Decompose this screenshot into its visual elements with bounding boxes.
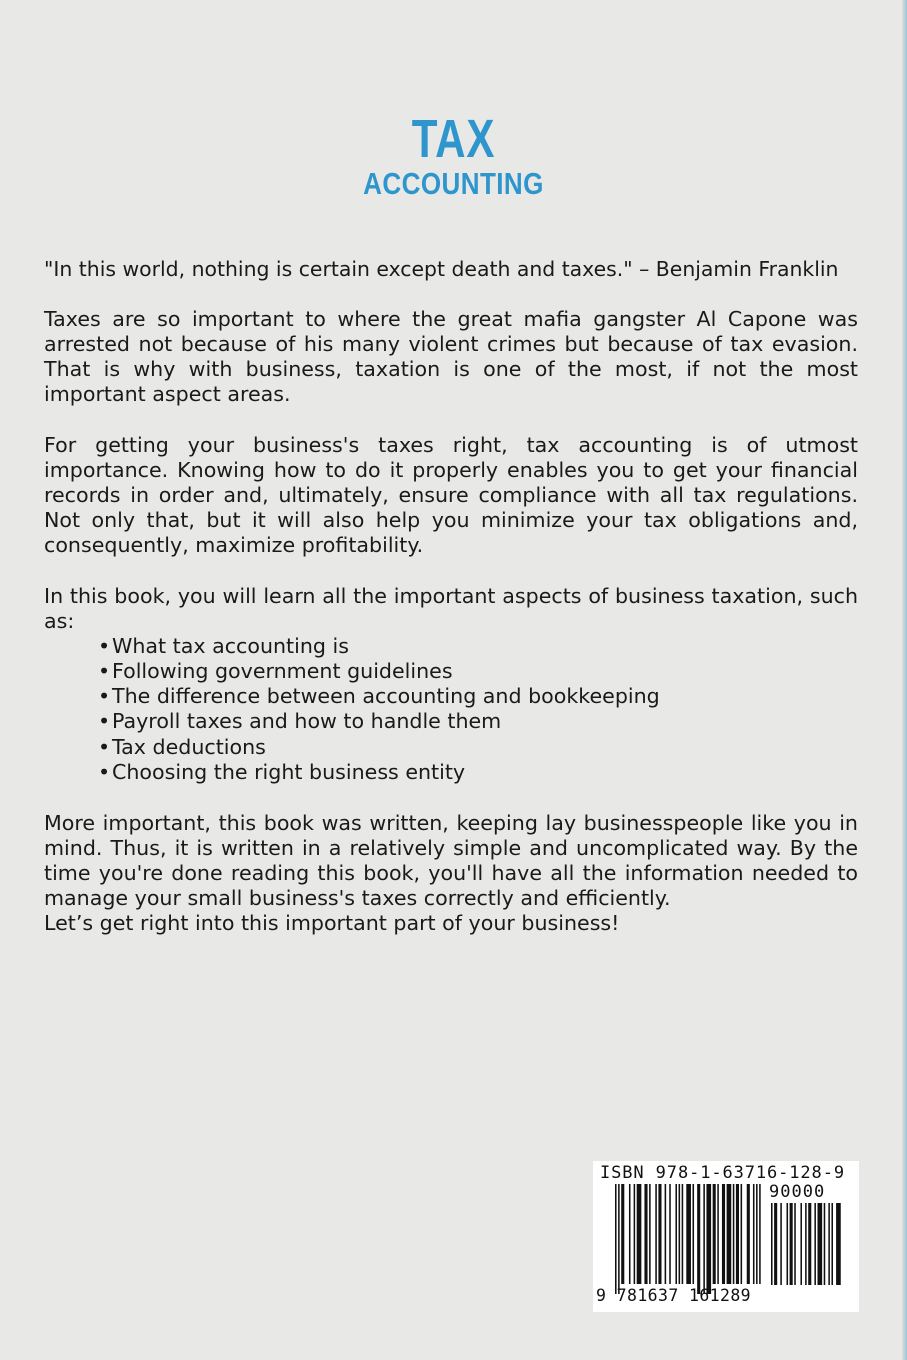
barcode-bar: [733, 1184, 735, 1284]
book-title: [0, 109, 907, 201]
barcode-bar: [771, 1203, 773, 1285]
barcode-bar: [818, 1203, 823, 1285]
barcode-bar: [621, 1184, 624, 1284]
title-sub: ACCOUNTING: [363, 166, 544, 201]
barcode-bar: [727, 1184, 732, 1284]
topics-intro: In this book, you will learn all the important aspects of business taxation, such as:: [44, 584, 858, 634]
barcode-bar: [828, 1203, 830, 1285]
barcode-bar: [759, 1184, 761, 1284]
cover-edge-strip: [902, 0, 907, 1360]
barcode-bar: [655, 1184, 657, 1284]
barcode-bar: [717, 1184, 719, 1284]
barcode-bar: [693, 1184, 695, 1284]
list-item: •Payroll taxes and how to handle them: [98, 709, 502, 734]
barcode-bar: [747, 1184, 750, 1284]
price-code: 90000: [769, 1182, 826, 1202]
barcode-bar: [756, 1184, 758, 1284]
barcode-bar: [682, 1184, 684, 1284]
barcode-bar: [722, 1184, 725, 1284]
paragraph-importance: For getting your business's taxes right, tax accounting is of utmost importance. Knowing how to do it properly enables you to get your financial records in order and, ultimately, ensure compliance with all tax regulations. Not only that, but it will also help you minimize your tax obligations and, consequently, maximize profitability.: [44, 433, 858, 558]
barcode-bar: [629, 1184, 631, 1284]
list-item: •Tax deductions: [98, 734, 266, 759]
barcode-bar: [634, 1184, 636, 1284]
topics-list: [44, 634, 858, 785]
barcode-bar: [675, 1184, 677, 1284]
barcode-bar: [615, 1184, 617, 1294]
barcode-bar: [808, 1203, 811, 1285]
barcode-bar: [741, 1184, 743, 1284]
barcode-bar: [679, 1184, 681, 1284]
barcode-addon-bars: [771, 1203, 851, 1287]
title-main: TAX: [411, 109, 496, 169]
closing-line: Let’s get right into this important part of your business!: [44, 911, 620, 936]
barcode-bar: [665, 1184, 667, 1284]
barcode-bar: [686, 1184, 691, 1284]
list-item: •The difference between accounting and bookkeeping: [98, 684, 660, 709]
closing-paragraph: More important, this book was written, keeping lay businesspeople like you in mind. Thus, it is written in a relatively simple and uncomplicated way. By the time you're done reading this book, you'll have all the information needed to manage your small business's taxes correctly and efficiently.: [44, 811, 858, 911]
barcode-bar: [644, 1184, 647, 1284]
barcode-bar: [794, 1203, 796, 1285]
isbn-barcode: [593, 1161, 859, 1312]
opening-quote: "In this world, nothing is certain except death and taxes." – Benjamin Franklin: [44, 257, 839, 281]
isbn-label: ISBN 978-1-63716-128-9: [600, 1163, 845, 1183]
barcode-bars: [615, 1184, 765, 1302]
barcode-bar: [637, 1184, 642, 1284]
barcode-bar: [780, 1203, 782, 1285]
list-item: •Following government guidelines: [98, 659, 453, 684]
barcode-bar: [774, 1203, 777, 1285]
list-item: •What tax accounting is: [98, 634, 349, 659]
barcode-bar: [658, 1184, 661, 1284]
closing-section: [44, 811, 858, 936]
barcode-bar: [669, 1184, 671, 1284]
barcode-bar: [831, 1203, 833, 1285]
topics-section: [44, 584, 858, 785]
barcode-digits: 9 781637 161289: [596, 1286, 752, 1305]
barcode-bar: [703, 1184, 705, 1294]
barcode-bar: [800, 1203, 802, 1285]
paragraph-al-capone: Taxes are so important to where the great mafia gangster Al Capone was arrested not because of his many violent crimes but because of tax evasion. That is why with business, taxation is one of the most, if not the most important aspect areas.: [44, 307, 858, 407]
barcode-bar: [736, 1184, 739, 1284]
list-item: •Choosing the right business entity: [98, 759, 466, 784]
barcode-bar: [713, 1184, 716, 1284]
barcode-bar: [753, 1184, 755, 1284]
barcode-bar: [787, 1203, 789, 1285]
barcode-bar: [824, 1203, 826, 1285]
barcode-bar: [649, 1184, 651, 1284]
barcode-bar: [790, 1203, 793, 1285]
barcode-bar: [618, 1184, 620, 1294]
barcode-bar: [805, 1203, 807, 1285]
barcode-bar: [836, 1203, 841, 1285]
barcode-bar: [814, 1203, 816, 1285]
barcode-bar: [697, 1184, 700, 1294]
barcode-bar: [706, 1184, 711, 1294]
